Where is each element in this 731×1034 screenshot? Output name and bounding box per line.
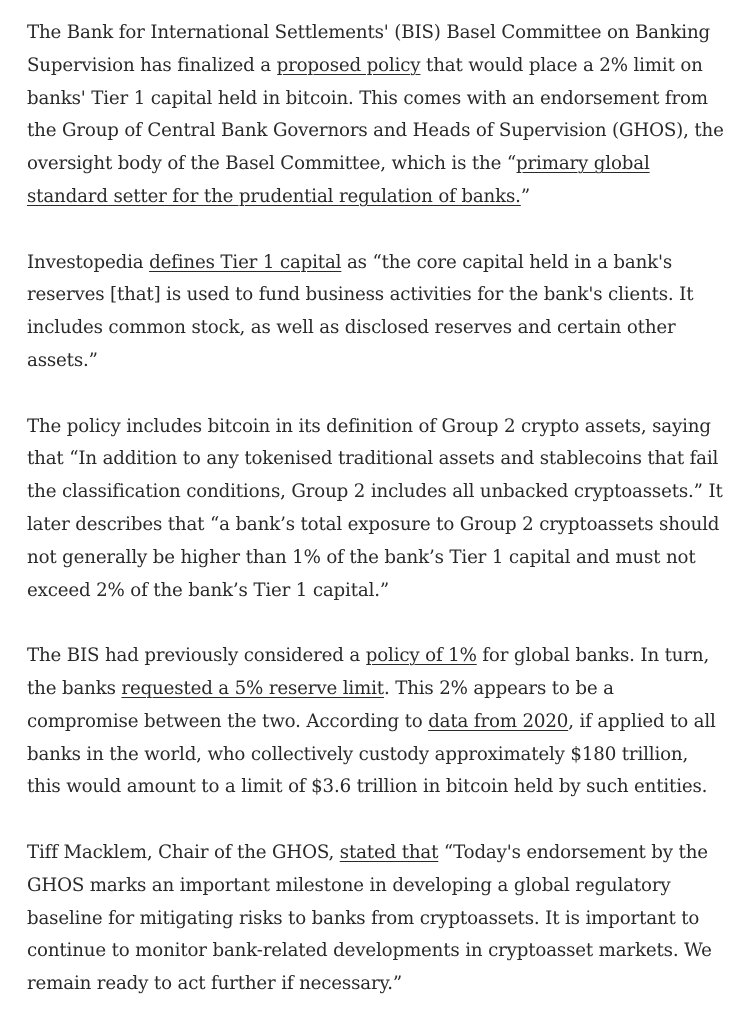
primary-global-standard-setter-link[interactable]: primary global standard setter for the prudential regulation of banks. — [27, 153, 650, 207]
defines-tier1-capital-link[interactable]: defines Tier 1 capital — [149, 251, 342, 273]
text-segment: for global banks. In turn, the banks — [27, 645, 710, 699]
stated-that-link[interactable]: stated that — [339, 841, 439, 863]
proposed-policy-link[interactable]: proposed policy — [276, 54, 421, 76]
text-segment: “Today's endorsement by the GHOS marks an important milestone in developing a global regulatory baseline for mitigating risks to banks from cryptoassets. It is important to continue to monitor bank-related developments in cryptoasset markets. We remain ready to act further if necessary.” — [27, 841, 712, 995]
text-segment: Tiff Macklem, Chair of the GHOS, — [27, 841, 340, 863]
text-segment: Investopedia — [27, 251, 150, 273]
requested-5-percent-reserve-limit-link[interactable]: requested a 5% reserve limit — [121, 677, 384, 699]
paragraph-group2-assets — [27, 411, 727, 608]
text-segment: The policy includes bitcoin in its definition of Group 2 crypto assets, saying that “In addition to any tokenised traditional assets and stablecoins that fail the classification conditions, Group 2 includes all unbacked cryptoassets.” It later describes that “a bank’s total exposure to Group 2 cryptoassets should not generally be higher than 1% of the bank’s Tier 1 capital and must not exceed 2% of the bank’s Tier 1 capital.” — [27, 415, 723, 601]
paragraph-limit-compromise — [27, 640, 727, 804]
article-body — [27, 17, 727, 1034]
paragraph-bis-policy — [27, 17, 727, 214]
text-segment: The Bank for International Settlements' (BIS) Basel Committee on Banking Supervision has finalized a — [27, 22, 711, 76]
text-segment: . This 2% appears to be a compromise between the two. According to — [27, 677, 614, 732]
text-segment: The BIS had previously considered a — [27, 645, 366, 667]
policy-of-1-percent-link[interactable]: policy of 1% — [365, 645, 477, 667]
text-segment: , if applied to all banks in the world, who collectively custody approximately $180 trillion, this would amount to a limit of $3.6 trillion in bitcoin held by such entities. — [27, 710, 716, 798]
text-segment: that would place a 2% limit on banks' Tier 1 capital held in bitcoin. This comes with an endorsement from the Group of Central Bank Governors and Heads of Supervision (GHOS), the oversight body of the Basel Committee, which is the “ — [27, 54, 724, 175]
paragraph-ghos-statement — [27, 837, 727, 1001]
data-from-2020-link[interactable]: data from 2020 — [428, 710, 569, 732]
paragraph-tier1-definition — [27, 247, 727, 378]
text-segment: as “the core capital held in a bank's reserves [that] is used to fund business activities for the bank's clients. It includes common stock, as well as disclosed reserves and certain other assets.” — [27, 251, 694, 371]
text-segment: ” — [520, 185, 530, 207]
